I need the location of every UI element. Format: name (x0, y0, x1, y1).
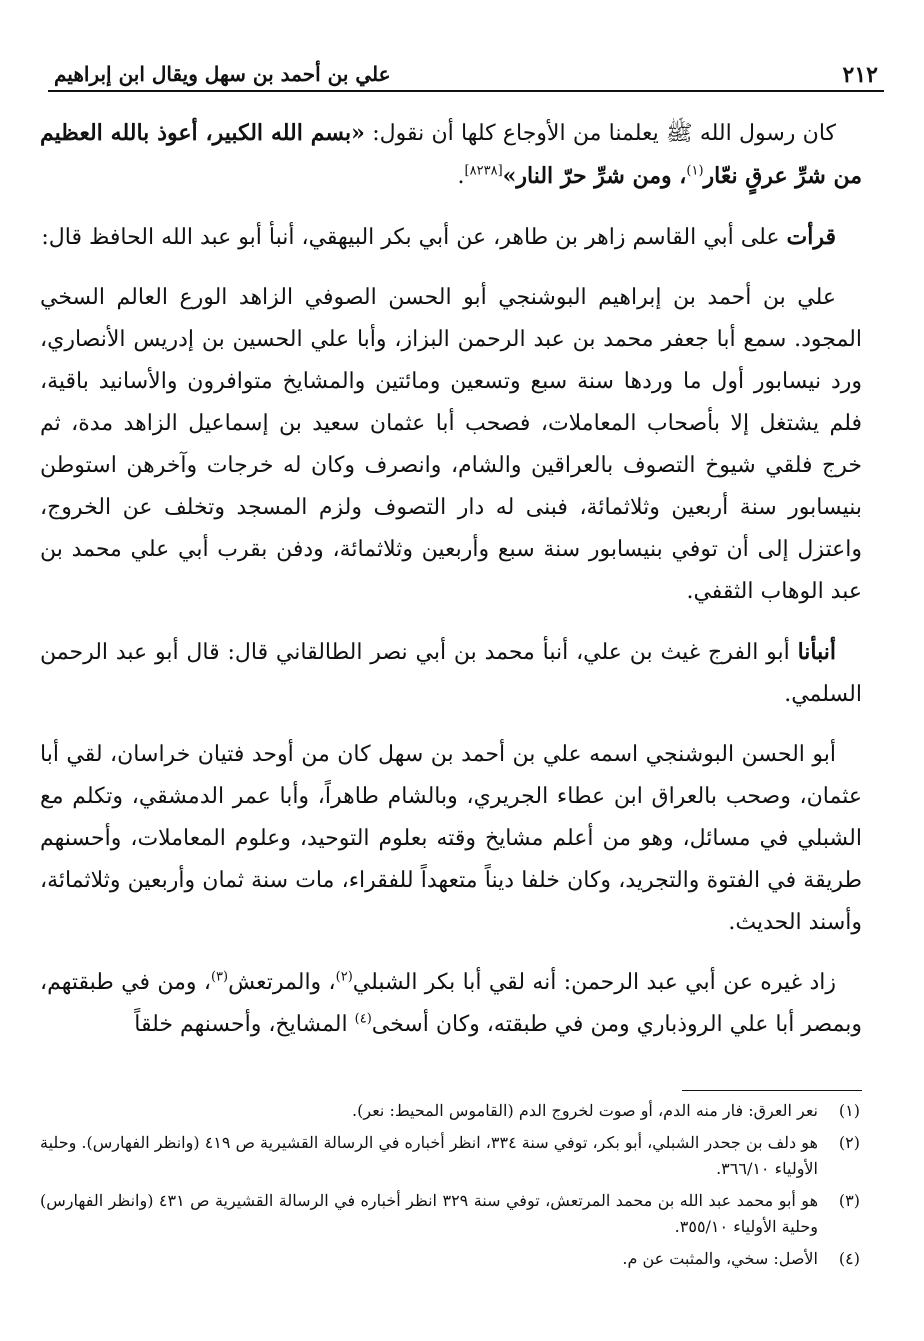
footnote-text: الأصل: سخي، والمثبت عن م. (622, 1249, 818, 1268)
footnote-text: هو أبو محمد عبد الله بن محمد المرتعش، توفي سنة ٣٢٩ انظر أخباره في الرسالة القشيرية ص ٤٣١ (وانظر الفهارس) وحلية الأولياء ٣٥٥/١٠. (40, 1191, 819, 1236)
footnote (40, 1188, 860, 1240)
page-header (48, 58, 884, 92)
hadith-quote: «بسم الله الكبير، أعوذ بالله العظيم من شرِّ عرقٍ نعّار (40, 120, 862, 189)
footnote-text: نعر العرق: فار منه الدم، أو صوت لخروج الدم (القاموس المحيط: نعر). (352, 1101, 818, 1120)
hadith-number: [٨٢٣٨] (464, 163, 503, 179)
footnote (40, 1130, 860, 1182)
page-number: ٢١٢ (842, 62, 878, 88)
paragraph-isnad-1: قرأت على أبي القاسم زاهر بن طاهر، عن أبي بكر البيهقي، أنبأ أبو عبد الله الحافظ قال: (41, 224, 836, 250)
paragraph-addition: زاد غيره عن أبي عبد الرحمن: أنه لقي أبا بكر الشبلي$^{(٢)}$، والمرتعش$^{(٣)}$، ومن في طبقتهم، وبمصر أبا علي الروذباري ومن في طبقته، وكان أسخى$^{(٤)}$ المشايخ، وأحسنهم خلقاً (40, 969, 862, 1037)
paragraph-hadith: كان رسول الله ﷺ يعلمنا من الأوجاع كلها أن نقول: «بسم الله الكبير، أعوذ بالله العظيم من شرِّ عرقٍ نعّار$^{(١)}$، ومن شرِّ حرّ النار»[٨٢٣٨]. (40, 120, 862, 189)
footnote-ref-1: (١) (686, 163, 704, 179)
paragraph-isnad-2: أنبأنا أبو الفرج غيث بن علي، أنبأ محمد بن أبي نصر الطالقاني قال: قال أبو عبد الرحمن السلمي. (40, 639, 862, 707)
footnote-ref-4: (٤) (354, 1011, 372, 1027)
header-rule (48, 90, 884, 92)
footnote-ref-3: (٣) (210, 969, 229, 985)
footnote-number: (٤) (838, 1249, 860, 1268)
footnote-ref-2: (٢) (335, 969, 353, 985)
footnote (40, 1246, 860, 1272)
paragraph-sulami: أبو الحسن البوشنجي اسمه علي بن أحمد بن سهل كان من أوحد فتيان خراسان، لقي أبا عثمان، وصحب بالعراق ابن عطاء الجريري، وبالشام طاهراً، وأبا عمر الدمشقي، وتكلم مع الشبلي في مسائل، وهو من أعلم مشايخ وقته بعلوم التوحيد، وعلوم المعاملات، وأحسنهم طريقة في الفتوة والتجريد، وكان خلفا ديناً متعهداً للفقراء، مات سنة ثمان وأربعين وثلاثمائة، وأسند الحديث. (40, 742, 862, 935)
footnote-separator (682, 1090, 862, 1091)
footnotes (40, 1098, 860, 1288)
main-text (40, 112, 862, 1037)
footnote-number: (٣) (838, 1191, 860, 1210)
footnote-number: (١) (838, 1101, 860, 1120)
footnote-text: هو دلف بن جحدر الشبلي، أبو بكر، توفي سنة ٣٣٤، انظر أخباره في الرسالة القشيرية ص ٤١٩ (وانظر الفهارس). وحلية الأولياء ٣٦٦/١٠. (40, 1133, 818, 1178)
footnote-number: (٢) (838, 1133, 860, 1152)
footnote (40, 1098, 860, 1124)
paragraph-biography: علي بن أحمد بن إبراهيم البوشنجي أبو الحسن الصوفي الزاهد الورع العالم السخي المجود. سمع أبا جعفر محمد بن عبد الرحمن البزاز، وأبا علي الحسين بن إدريس الأنصاري، ورد نيسابور أول ما وردها سنة سبع وتسعين ومائتين والمشايخ متوافرون والأسانيد باقية، فلم يشتغل إلا بأصحاب المعاملات، فصحب أبا عثمان سعيد بن إسماعيل الزاهد مدة، ثم خرج فلقي شيوخ التصوف بالعراقين والشام، وانصرف وكان له خرجات وآخرهن استوطن بنيسابور سنة أربعين وثلاثمائة، فبنى له دار التصوف ولزم المسجد وتخلف عن الخروج، واعتزل إلى أن توفي بنيسابور سنة سبع وأربعين وثلاثمائة، ودفن بقرب أبي علي محمد بن عبد الوهاب الثقفي. (40, 285, 862, 604)
running-title: علي بن أحمد بن سهل ويقال ابن إبراهيم (54, 62, 391, 86)
